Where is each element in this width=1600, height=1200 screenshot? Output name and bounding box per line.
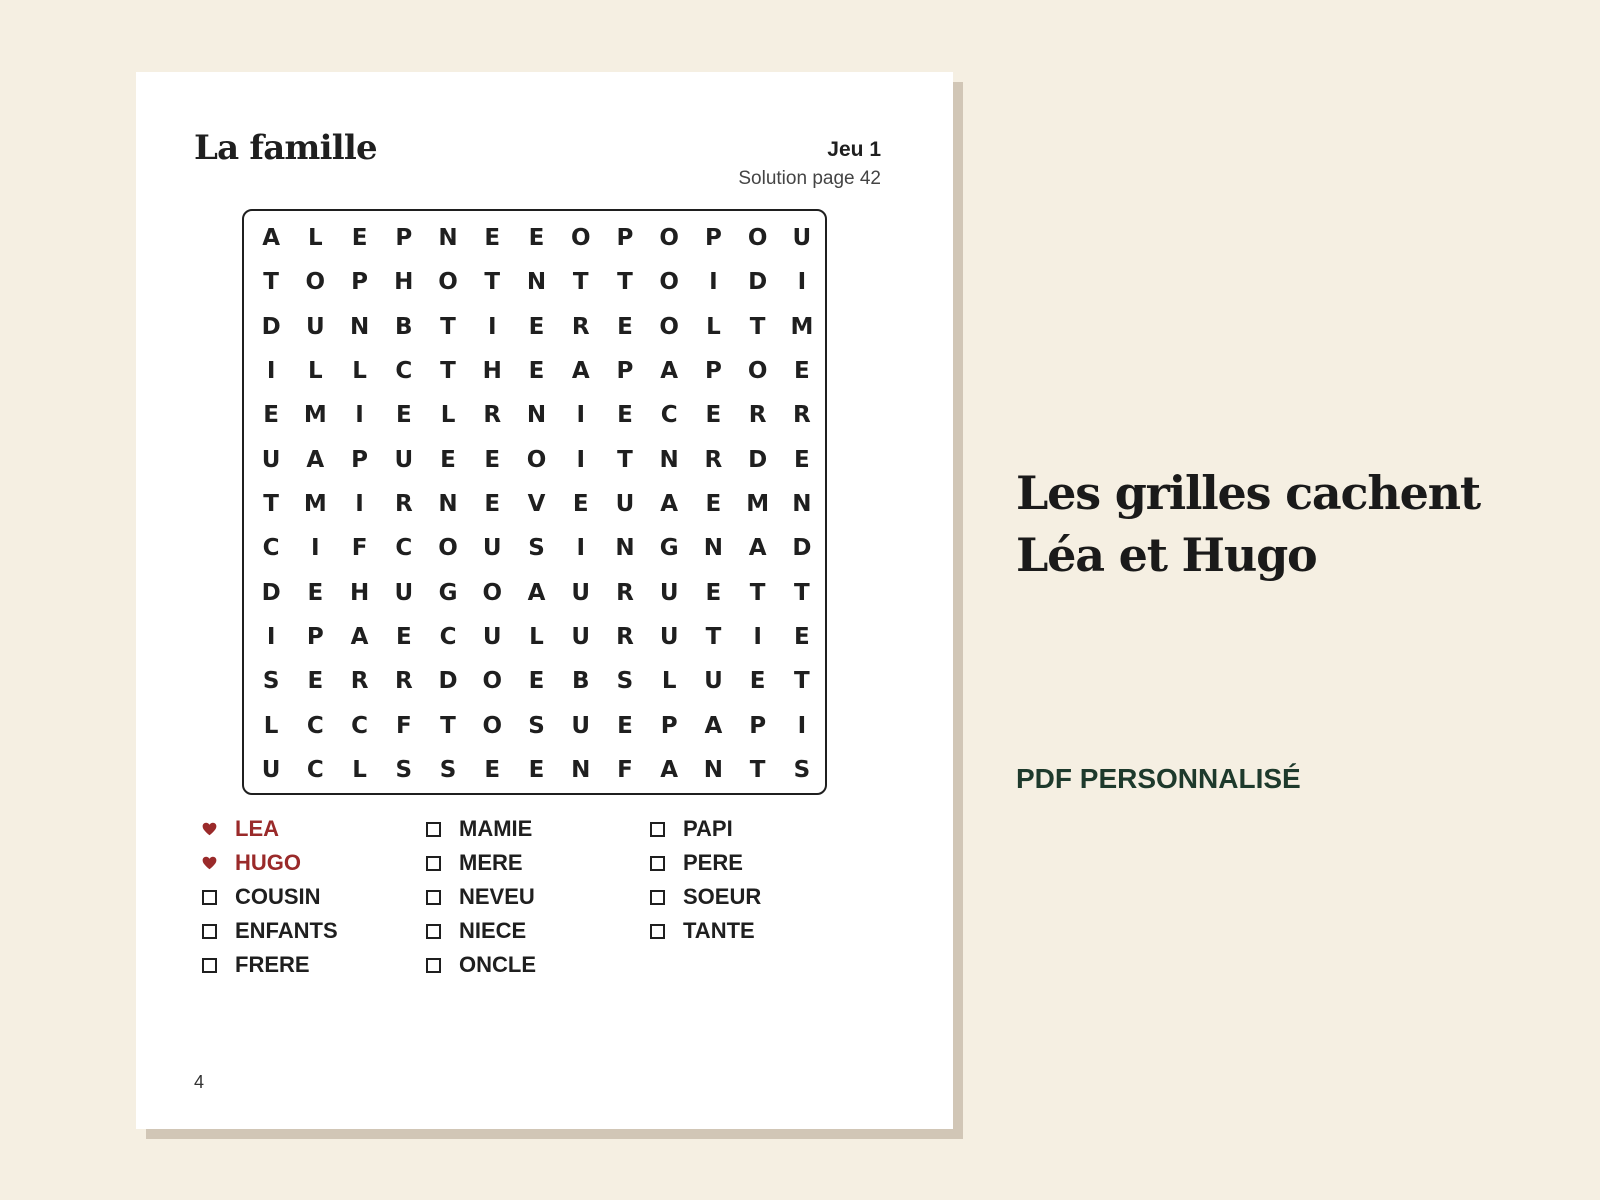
grid-letter: I [797, 712, 807, 739]
grid-letter: A [748, 535, 767, 562]
word-item [650, 848, 743, 878]
grid-letter: P [351, 446, 368, 473]
grid-letter: O [659, 225, 679, 252]
grid-letter: E [484, 225, 501, 252]
grid-letter: U [571, 579, 591, 606]
grid-letter: I [266, 358, 276, 385]
checkbox-icon [202, 924, 217, 939]
checkbox-icon [202, 890, 217, 905]
grid-letter: I [753, 623, 762, 650]
grid-letter: T [617, 269, 633, 296]
word-label: TANTE [683, 918, 755, 943]
grid-letter: E [263, 402, 279, 429]
grid-letter: C [351, 712, 369, 739]
headline: Les grilles cachent Léa et Hugo [1016, 466, 1480, 582]
word-item [426, 848, 523, 878]
grid-letter: R [483, 402, 502, 429]
grid-letter: T [263, 269, 279, 296]
grid-letter: L [661, 668, 677, 695]
grid-letter: C [660, 402, 678, 429]
grid-letter: U [704, 668, 723, 695]
grid-letter: R [793, 402, 811, 429]
grid-letter: P [306, 623, 324, 650]
grid-letter: U [482, 623, 502, 650]
word-label: SOEUR [683, 884, 762, 909]
grid-letter: O [570, 225, 591, 252]
grid-letter: I [355, 402, 364, 429]
checkbox-icon [650, 890, 665, 905]
pdf-badge: PDF PERSONNALISÉ [1016, 763, 1301, 794]
letter-grid [249, 216, 824, 792]
grid-letter: N [438, 225, 458, 252]
grid-letter: U [394, 446, 414, 473]
checkbox-icon [202, 958, 217, 973]
grid-letter: E [528, 668, 545, 695]
grid-letter: T [705, 623, 722, 650]
grid-letter: S [793, 756, 811, 783]
grid-letter: N [349, 313, 370, 340]
grid-letter: T [440, 358, 456, 385]
game-label: Jeu 1 [827, 138, 881, 161]
grid-letter: F [617, 756, 633, 783]
grid-letter: S [395, 756, 413, 783]
grid-letter: H [394, 269, 414, 296]
word-item [202, 882, 321, 912]
grid-letter: N [438, 490, 458, 517]
grid-letter: A [660, 358, 679, 385]
grid-letter: T [749, 579, 766, 606]
grid-letter: E [572, 490, 589, 517]
grid-letter: P [749, 712, 767, 739]
grid-letter: V [527, 490, 546, 517]
grid-letter: L [308, 358, 323, 385]
page-number: 4 [194, 1072, 205, 1092]
grid-letter: R [394, 490, 413, 517]
grid-letter: I [576, 535, 585, 562]
grid-letter: I [709, 269, 718, 296]
grid-letter: L [352, 756, 367, 783]
grid-letter: F [395, 712, 412, 739]
heart-icon [202, 856, 217, 871]
grid-letter: O [747, 358, 768, 385]
grid-letter: L [529, 623, 544, 650]
grid-letter: I [797, 269, 807, 296]
word-list [202, 814, 892, 1004]
checkbox-icon [650, 856, 665, 871]
word-label: PERE [683, 850, 743, 875]
grid-letter: U [571, 623, 591, 650]
grid-letter: M [746, 490, 770, 517]
grid-letter: E [794, 446, 810, 473]
grid-letter: P [704, 225, 722, 252]
grid-letter: N [526, 269, 547, 296]
grid-letter: E [749, 668, 766, 695]
grid-letter: C [395, 358, 413, 385]
grid-letter: O [659, 269, 679, 296]
grid-letter: R [748, 402, 767, 429]
grid-letter: T [484, 269, 501, 296]
grid-letter: E [794, 623, 810, 650]
grid-letter: S [528, 712, 545, 739]
word-label: LEA [235, 816, 279, 841]
grid-letter: U [571, 712, 591, 739]
grid-letter: A [306, 446, 325, 473]
checkbox-icon [426, 924, 441, 939]
checkbox-icon [426, 958, 441, 973]
grid-letter: L [352, 358, 367, 385]
grid-letter: P [704, 358, 722, 385]
grid-letter: U [305, 313, 325, 340]
grid-letter: A [660, 756, 679, 783]
checkbox-icon [426, 822, 441, 837]
grid-letter: I [266, 623, 276, 650]
grid-letter: E [617, 712, 633, 739]
grid-letter: R [616, 579, 634, 606]
grid-letter: E [528, 358, 545, 385]
grid-letter: E [705, 490, 722, 517]
grid-letter: L [263, 712, 279, 739]
grid-letter: S [262, 668, 280, 695]
grid-letter: A [262, 225, 281, 252]
grid-letter: B [395, 313, 413, 340]
word-label: HUGO [235, 850, 301, 875]
grid-letter: E [528, 225, 545, 252]
grid-letter: E [395, 402, 412, 429]
grid-letter: O [526, 446, 547, 473]
word-item [650, 882, 761, 912]
grid-letter: N [571, 756, 591, 783]
grid-letter: N [703, 535, 724, 562]
grid-letter: N [792, 490, 812, 517]
word-label: PAPI [683, 816, 733, 841]
grid-letter: T [749, 756, 766, 783]
grid-letter: I [355, 490, 364, 517]
word-item [202, 848, 301, 878]
grid-letter: C [306, 712, 324, 739]
grid-letter: O [747, 225, 768, 252]
grid-letter: N [526, 402, 547, 429]
word-item [202, 916, 338, 946]
grid-letter: O [305, 269, 326, 296]
word-item [426, 882, 535, 912]
grid-letter: U [659, 623, 679, 650]
word-label: ONCLE [459, 952, 536, 977]
grid-letter: O [482, 712, 503, 739]
word-label: ENFANTS [235, 918, 338, 943]
grid-letter: E [484, 490, 501, 517]
grid-letter: A [350, 623, 369, 650]
checkbox-icon [426, 856, 441, 871]
grid-letter: I [576, 446, 585, 473]
grid-letter: E [440, 446, 456, 473]
grid-letter: E [484, 446, 501, 473]
grid-letter: R [704, 446, 723, 473]
grid-letter: T [440, 313, 456, 340]
grid-letter: C [439, 623, 457, 650]
grid-letter: R [394, 668, 413, 695]
heart-icon [202, 822, 217, 837]
grid-letter: E [351, 225, 368, 252]
grid-letter: T [440, 712, 456, 739]
grid-letter: M [303, 490, 327, 517]
grid-letter: U [615, 490, 635, 517]
puzzle-page [136, 72, 953, 1129]
grid-letter: S [528, 535, 545, 562]
grid-letter: O [482, 668, 503, 695]
grid-letter: S [439, 756, 457, 783]
grid-letter: I [311, 535, 320, 562]
grid-letter: A [704, 712, 723, 739]
grid-letter: T [794, 579, 810, 606]
grid-letter: T [794, 668, 810, 695]
page-title: La famille [194, 128, 377, 168]
word-label: COUSIN [235, 884, 321, 909]
grid-letter: M [790, 313, 814, 340]
word-item [202, 814, 279, 844]
grid-letter: E [395, 623, 412, 650]
grid-letter: N [615, 535, 635, 562]
grid-letter: C [395, 535, 413, 562]
grid-letter: E [705, 402, 722, 429]
grid-letter: S [616, 668, 634, 695]
grid-letter: U [792, 225, 812, 252]
grid-letter: H [349, 579, 370, 606]
grid-letter: G [438, 579, 458, 606]
grid-letter: A [527, 579, 546, 606]
grid-letter: E [307, 579, 324, 606]
grid-letter: E [484, 756, 501, 783]
grid-letter: D [792, 535, 812, 562]
grid-letter: E [528, 313, 545, 340]
grid-letter: E [528, 756, 545, 783]
word-label: MERE [459, 850, 523, 875]
checkbox-icon [650, 822, 665, 837]
grid-letter: T [572, 269, 589, 296]
solution-reference: Solution page 42 [738, 168, 881, 189]
grid-letter: E [794, 358, 810, 385]
grid-letter: A [571, 358, 590, 385]
grid-letter: U [482, 535, 502, 562]
grid-letter: D [261, 579, 281, 606]
grid-letter: A [660, 490, 679, 517]
grid-letter: G [659, 535, 679, 562]
grid-letter: O [438, 269, 458, 296]
grid-letter: I [487, 313, 497, 340]
grid-letter: D [261, 313, 281, 340]
grid-letter: O [482, 579, 503, 606]
grid-letter: N [659, 446, 679, 473]
grid-letter: T [749, 313, 766, 340]
grid-letter: I [576, 402, 585, 429]
grid-letter: P [616, 358, 634, 385]
grid-letter: H [482, 358, 502, 385]
grid-letter: E [705, 579, 722, 606]
grid-letter: D [748, 269, 768, 296]
grid-letter: T [263, 490, 279, 517]
word-item [426, 950, 536, 980]
grid-letter: E [617, 402, 633, 429]
grid-letter: P [616, 225, 634, 252]
grid-letter: E [617, 313, 633, 340]
grid-letter: R [616, 623, 634, 650]
word-item [650, 916, 755, 946]
grid-letter: L [440, 402, 456, 429]
grid-letter: P [660, 712, 678, 739]
grid-letter: E [307, 668, 324, 695]
grid-letter: C [262, 535, 280, 562]
grid-letter: N [703, 756, 724, 783]
grid-letter: P [351, 269, 368, 296]
grid-letter: D [438, 668, 458, 695]
grid-letter: T [617, 446, 633, 473]
grid-letter: U [261, 446, 281, 473]
grid-letter: R [571, 313, 590, 340]
grid-letter: L [308, 225, 323, 252]
grid-letter: U [394, 579, 414, 606]
grid-letter: C [306, 756, 324, 783]
grid-letter: F [351, 535, 368, 562]
grid-letter: B [571, 668, 590, 695]
word-label: NEVEU [459, 884, 535, 909]
grid-letter: P [395, 225, 413, 252]
grid-letter: U [659, 579, 679, 606]
grid-letter: L [706, 313, 721, 340]
word-item [202, 950, 310, 980]
grid-letter: R [350, 668, 369, 695]
checkbox-icon [426, 890, 441, 905]
checkbox-icon [650, 924, 665, 939]
grid-letter: O [659, 313, 679, 340]
word-label: MAMIE [459, 816, 533, 841]
grid-letter: M [303, 402, 327, 429]
word-label: FRERE [235, 952, 310, 977]
grid-letter: U [261, 756, 281, 783]
word-item [650, 814, 733, 844]
grid-letter: D [748, 446, 768, 473]
grid-letter: O [438, 535, 458, 562]
word-item [426, 916, 526, 946]
word-search-grid [242, 209, 827, 795]
word-label: NIECE [459, 918, 527, 943]
word-item [426, 814, 532, 844]
